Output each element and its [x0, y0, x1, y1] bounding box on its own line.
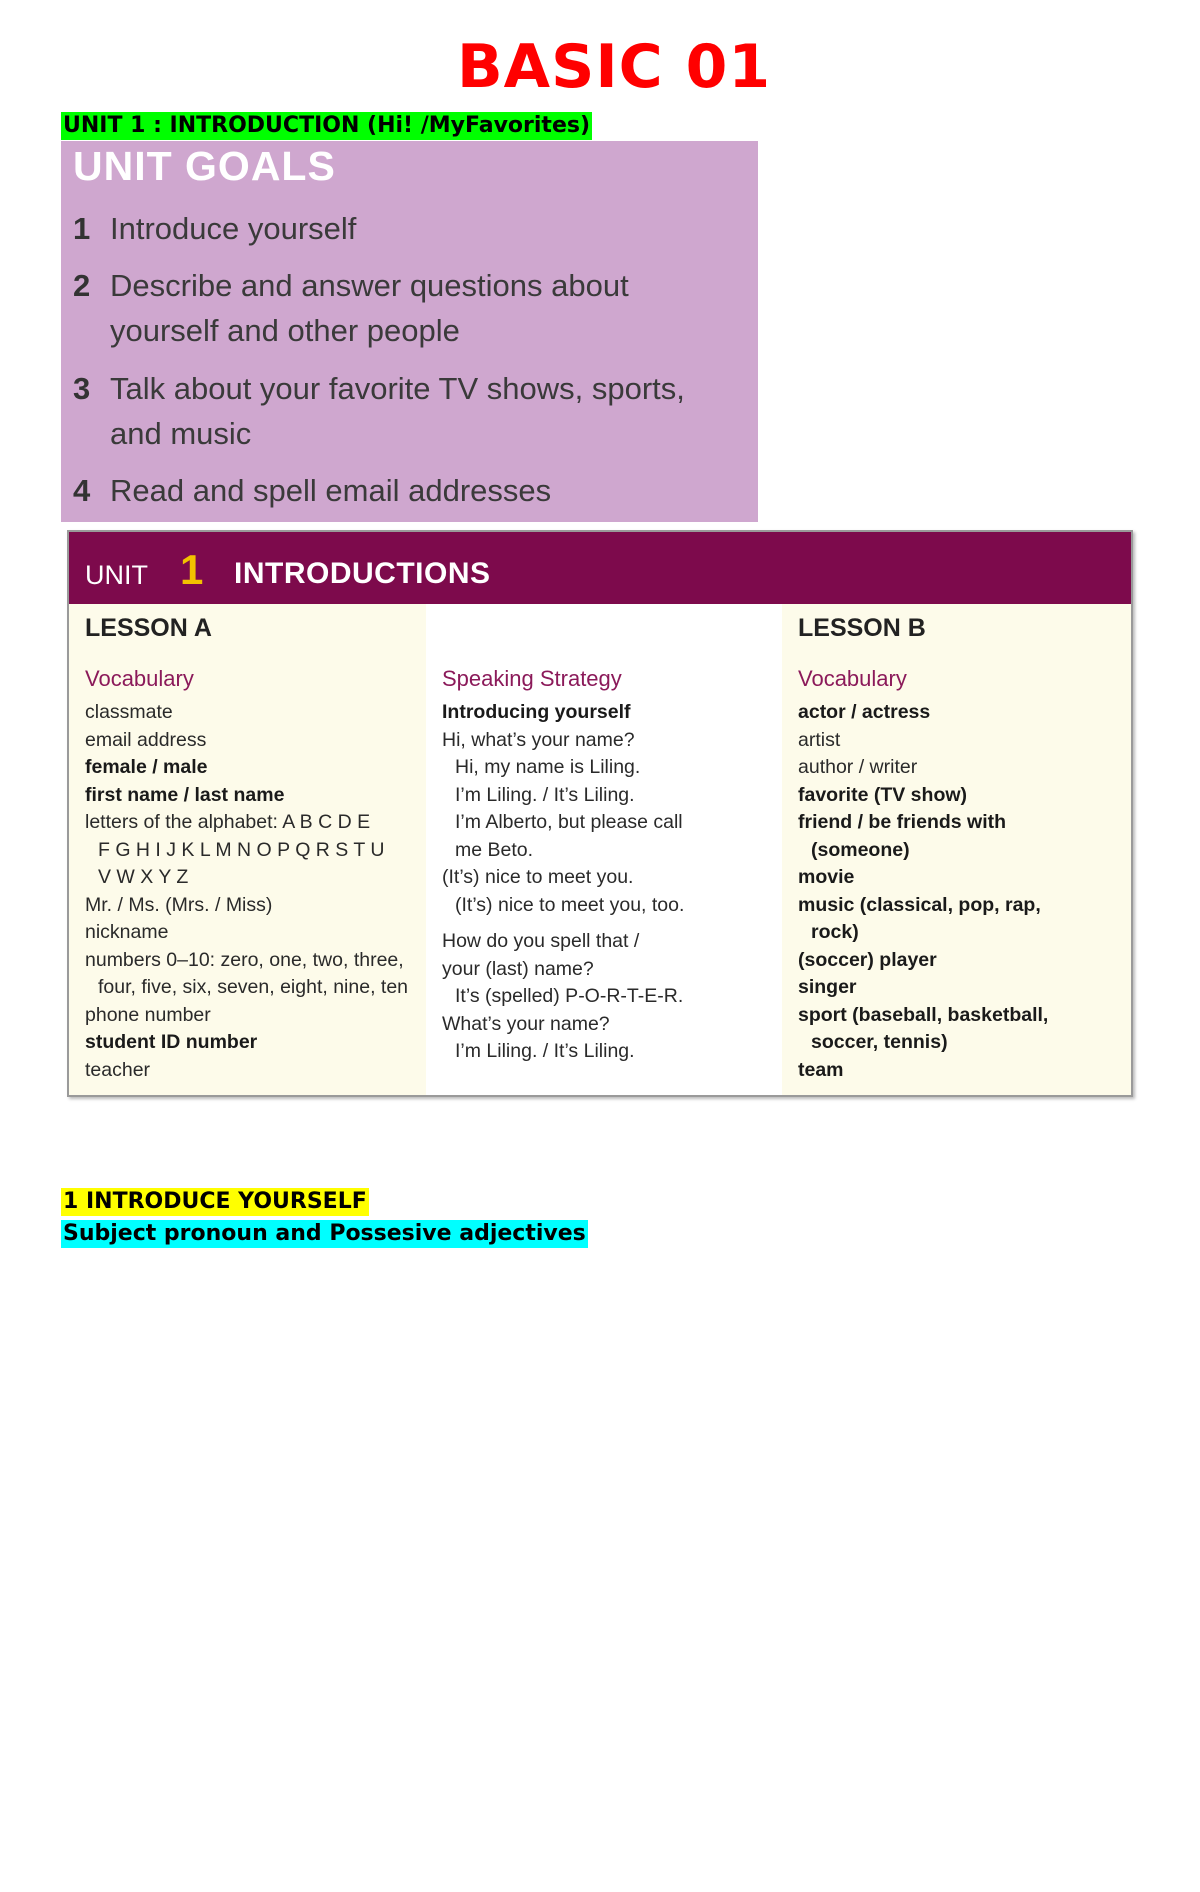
page-title: BASIC 01 — [456, 32, 772, 102]
list-item: letters of the alphabet: A B C D E — [85, 811, 371, 833]
unit-number: 1 — [180, 546, 204, 593]
goal-item — [71, 206, 746, 251]
lesson-a-vocabulary-list — [85, 699, 408, 1084]
goal-item — [71, 366, 746, 456]
list-item: soccer, tennis) — [811, 1031, 948, 1053]
list-item: (soccer) player — [798, 948, 937, 971]
list-item: Mr. / Ms. (Mrs. / Miss) — [85, 893, 273, 916]
unit-banner — [69, 532, 1131, 604]
section-heading-pronouns: Subject pronoun and Possesive adjectives — [63, 1221, 586, 1246]
goal-item — [71, 468, 746, 513]
list-item: How do you spell that / — [442, 930, 640, 952]
list-item: I’m Liling. / It’s Liling. — [455, 1040, 635, 1062]
list-item: It’s (spelled) P-O-R-T-E-R. — [455, 985, 684, 1007]
list-item: music (classical, pop, rap, — [798, 893, 1041, 916]
list-item: singer — [798, 976, 857, 998]
list-item: your (last) name? — [442, 957, 594, 980]
list-item: classmate — [85, 701, 173, 723]
list-item: favorite (TV show) — [798, 783, 968, 806]
lesson-b-title: LESSON B — [798, 614, 926, 642]
lesson-b-vocabulary-list — [798, 699, 1048, 1084]
unit-name: INTRODUCTIONS — [234, 557, 491, 590]
list-item: nickname — [85, 921, 169, 943]
lesson-b-column — [782, 604, 1131, 1095]
list-item: sport (baseball, basketball, — [798, 1003, 1049, 1026]
list-item: team — [798, 1058, 844, 1081]
goal-number: 1 — [73, 211, 91, 246]
list-item: me Beto. — [455, 838, 534, 861]
list-item: Hi, what’s your name? — [442, 728, 635, 751]
list-item: numbers 0–10: zero, one, two, three, — [85, 948, 404, 971]
list-item: female / male — [85, 756, 208, 778]
speaking-strategy-list — [442, 699, 684, 1066]
lesson-a-column — [69, 604, 426, 1095]
unit-heading: UNIT 1 : INTRODUCTION (Hi! /MyFavorites) — [63, 113, 591, 138]
goal-number: 2 — [73, 268, 91, 303]
list-item: teacher — [85, 1058, 151, 1081]
list-item: four, five, six, seven, eight, nine, ten — [98, 976, 409, 998]
list-item: artist — [798, 728, 841, 751]
list-item: first name / last name — [85, 783, 285, 806]
list-item: V W X Y Z — [98, 866, 189, 888]
list-item: I’m Alberto, but please call — [455, 811, 683, 833]
list-item: email address — [85, 728, 207, 751]
goal-item — [71, 263, 746, 353]
list-item: F G H I J K L M N O P Q R S T U — [98, 838, 385, 861]
list-item: Introducing yourself — [442, 701, 631, 723]
speaking-strategy-section: Speaking Strategy — [442, 666, 622, 691]
goal-text: yourself and other people — [110, 313, 460, 348]
goal-number: 3 — [73, 371, 91, 406]
goal-text: Introduce yourself — [110, 211, 357, 246]
goal-number: 4 — [73, 473, 91, 508]
goal-text: Describe and answer questions about — [110, 268, 629, 303]
unit-overview-table — [67, 530, 1133, 1097]
list-item: student ID number — [85, 1031, 258, 1053]
lesson-a-section: Vocabulary — [85, 666, 194, 691]
goal-text: Talk about your favorite TV shows, sports, — [110, 371, 685, 406]
list-item: author / writer — [798, 756, 918, 778]
unit-goals-box — [61, 141, 758, 522]
list-item: movie — [798, 866, 855, 888]
lesson-b-section: Vocabulary — [798, 666, 907, 691]
list-item: Hi, my name is Liling. — [455, 756, 641, 778]
list-item: (It’s) nice to meet you, too. — [455, 893, 685, 916]
list-item: rock) — [811, 921, 859, 943]
unit-word: UNIT — [85, 560, 148, 590]
lesson-a-title: LESSON A — [85, 614, 212, 642]
list-item: (It’s) nice to meet you. — [442, 866, 634, 888]
list-item: phone number — [85, 1003, 211, 1026]
list-item: actor / actress — [798, 701, 931, 723]
section-heading-introduce: 1 INTRODUCE YOURSELF — [63, 1189, 367, 1214]
goal-text: Read and spell email addresses — [110, 473, 552, 508]
goal-text: and music — [110, 416, 252, 451]
speaking-strategy-column — [426, 604, 782, 1095]
list-item: (someone) — [811, 838, 910, 861]
list-item: friend / be friends with — [798, 811, 1007, 833]
list-item: I’m Liling. / It’s Liling. — [455, 783, 635, 806]
unit-goals-title: UNIT GOALS — [73, 143, 336, 189]
list-item: What’s your name? — [442, 1012, 610, 1035]
